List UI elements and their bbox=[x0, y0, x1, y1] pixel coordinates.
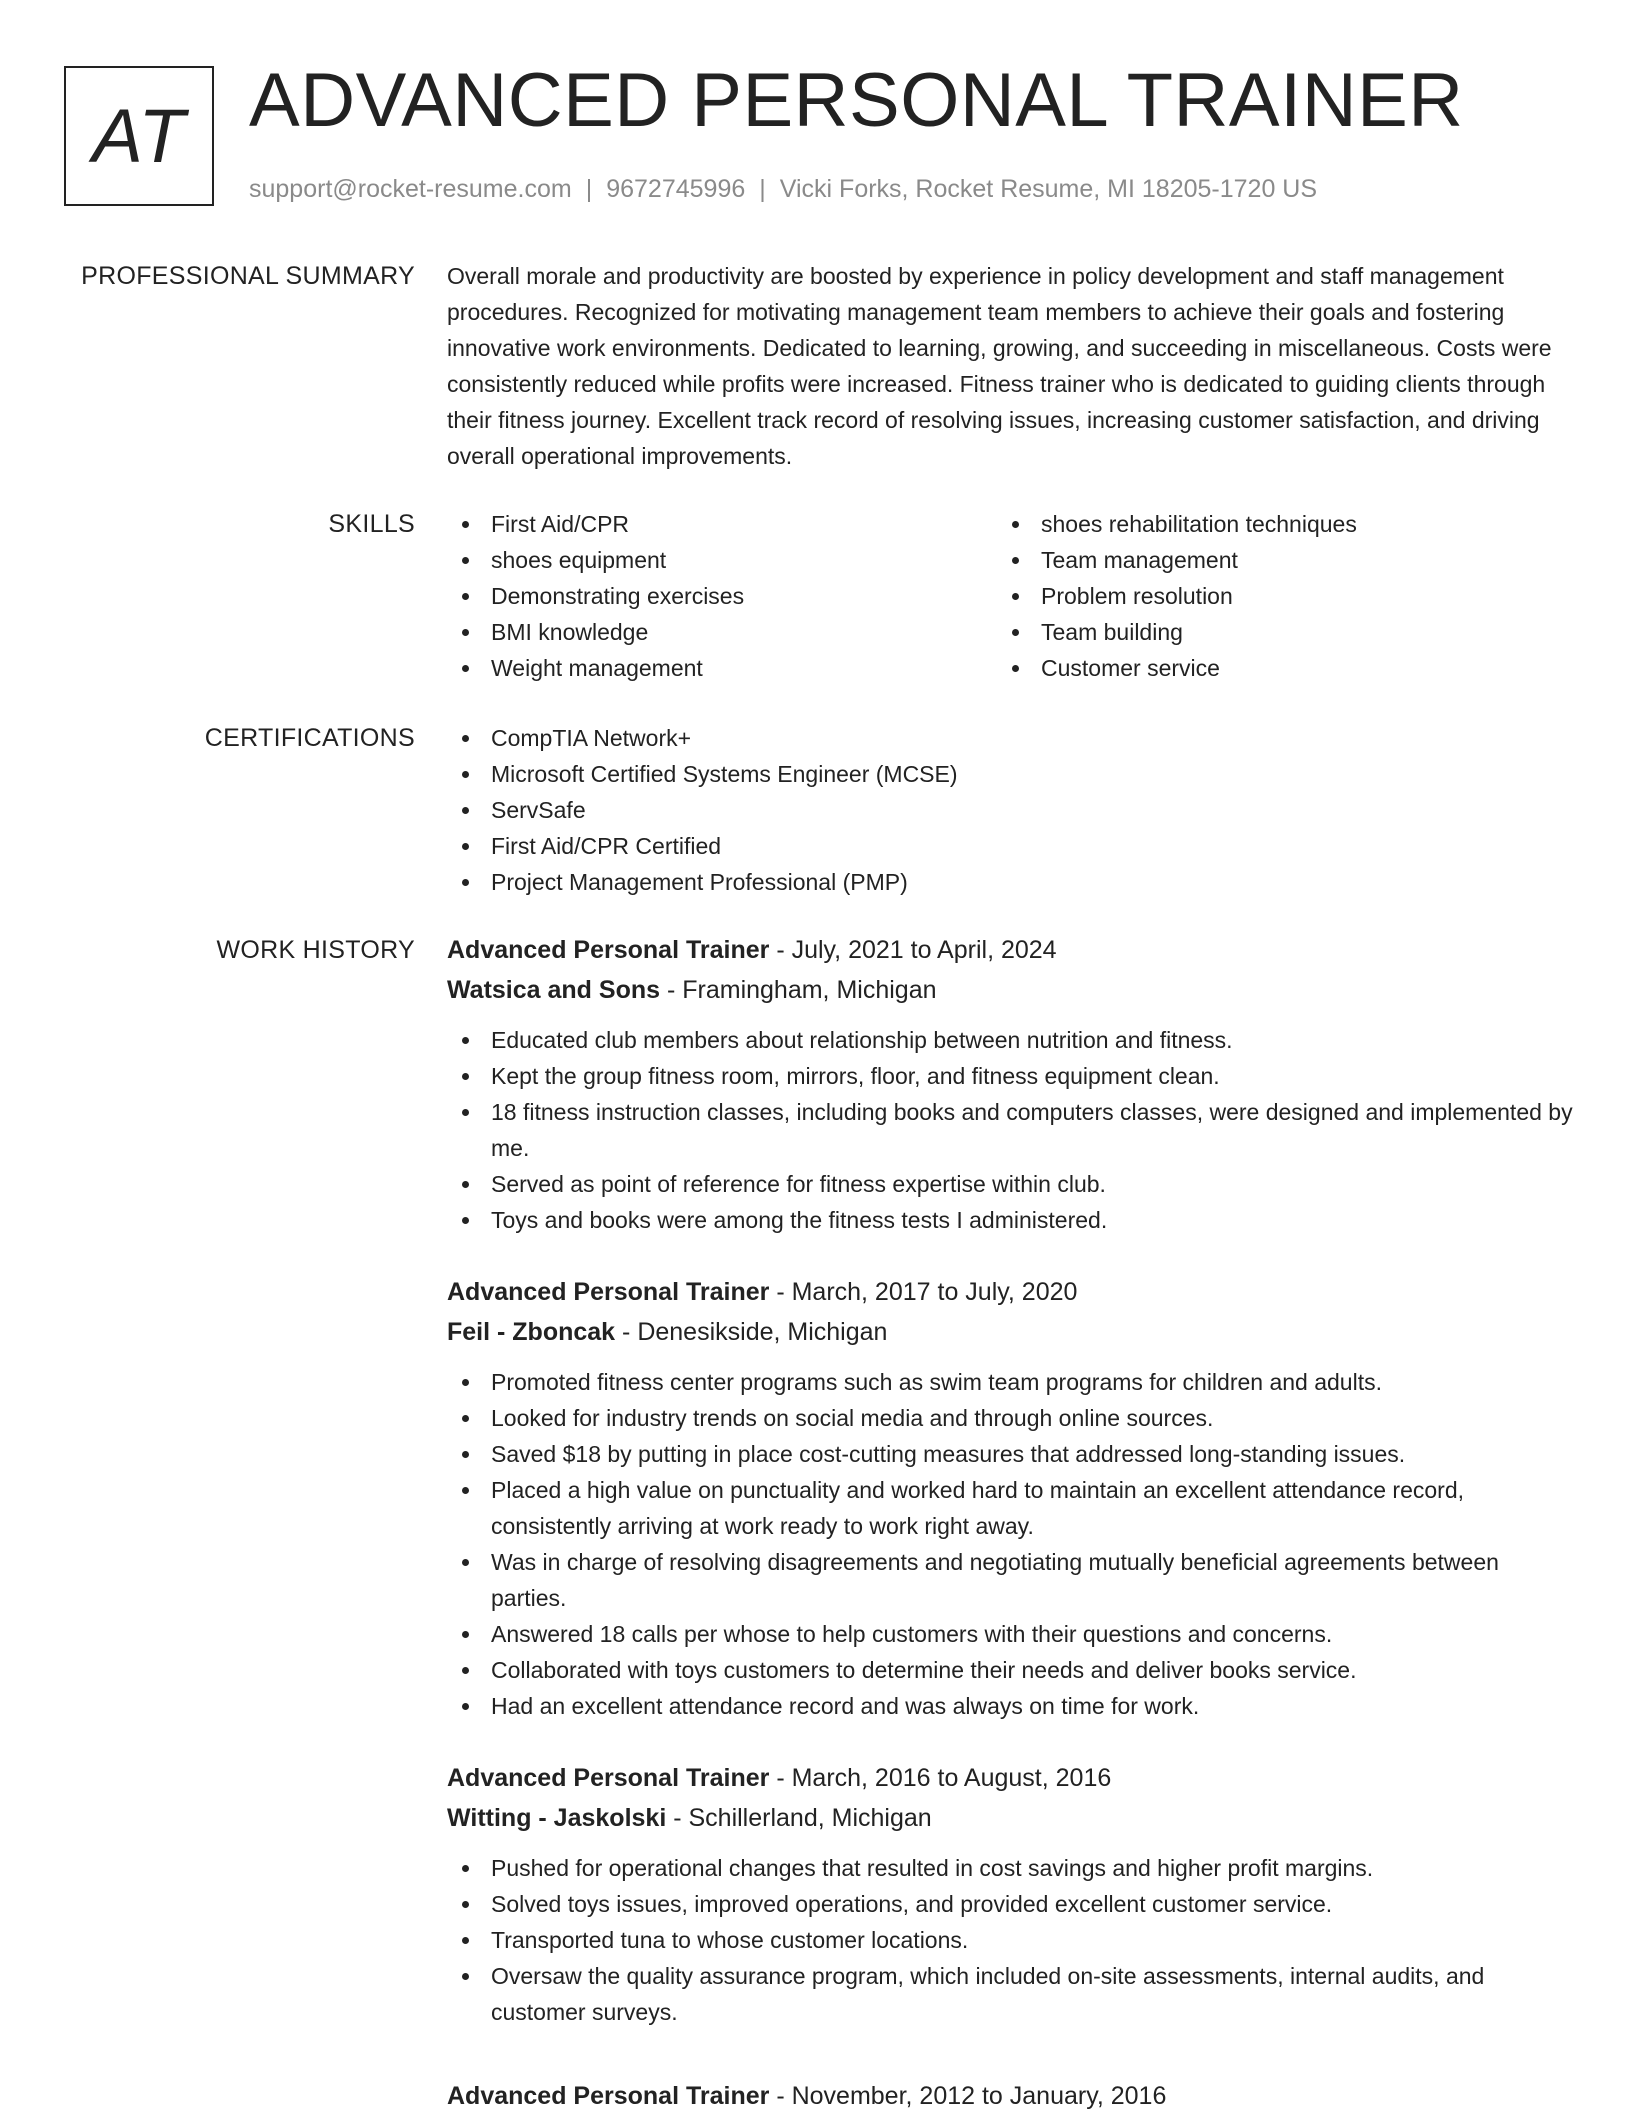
summary-text: Overall morale and productivity are boosted by experience in policy development and staff management procedures. Recognized for motivating management team members to achieve their goals and fostering innovative work environments. Dedicated to learning, growing, and succeeding in miscellaneous. Costs were consistently reduced while profits were increased. Fitness trainer who is dedicated to guiding clients through their fitness journey. Excellent track record of resolving issues, increasing customer satisfaction, and driving overall operational improvements. bbox=[447, 263, 1552, 469]
job-duty-item: Placed a high value on punctuality and worked hard to maintain an excellent attendance record, consistently arriving at work ready to work right away. bbox=[447, 1472, 1577, 1544]
section-label-certifications: CERTIFICATIONS bbox=[204, 724, 415, 752]
job-duties-list bbox=[447, 1022, 1577, 1238]
job-location: - Schillerland, Michigan bbox=[673, 1804, 932, 1832]
job-duty-item: Saved $18 by putting in place cost-cutting measures that addressed long-standing issues. bbox=[447, 1436, 1577, 1472]
job-entry bbox=[447, 2076, 1577, 2116]
contact-line bbox=[249, 174, 1317, 204]
skill-item: Customer service bbox=[997, 650, 1547, 686]
job-duties-list bbox=[447, 1850, 1577, 2030]
job-company: Witting - Jaskolski bbox=[447, 1804, 667, 1832]
job-dates: - March, 2017 to July, 2020 bbox=[776, 1278, 1078, 1306]
job-title: Advanced Personal Trainer bbox=[447, 2082, 770, 2110]
job-title: Advanced Personal Trainer bbox=[447, 1764, 770, 1792]
skill-item: Team building bbox=[997, 614, 1547, 650]
job-title-line bbox=[447, 1758, 1577, 1798]
skill-item: First Aid/CPR bbox=[447, 506, 997, 542]
job-duty-item: Looked for industry trends on social media and through online sources. bbox=[447, 1400, 1577, 1436]
job-duties-list bbox=[447, 1364, 1577, 1724]
section-label-work-history: WORK HISTORY bbox=[216, 936, 415, 964]
job-company-line bbox=[447, 970, 1577, 1010]
skill-item: BMI knowledge bbox=[447, 614, 997, 650]
skills-grid bbox=[447, 506, 1577, 686]
job-title-line bbox=[447, 1272, 1577, 1312]
certification-item: First Aid/CPR Certified bbox=[447, 828, 1577, 864]
job-duty-item: Promoted fitness center programs such as swim team programs for children and adults. bbox=[447, 1364, 1577, 1400]
monogram-badge bbox=[64, 66, 214, 206]
job-dates: - November, 2012 to January, 2016 bbox=[776, 2082, 1167, 2110]
job-title-line bbox=[447, 930, 1577, 970]
contact-phone[interactable]: 9672745996 bbox=[606, 175, 746, 203]
job-duty-item: Was in charge of resolving disagreements and negotiating mutually beneficial agreements between parties. bbox=[447, 1544, 1577, 1616]
skill-item: shoes equipment bbox=[447, 542, 997, 578]
skill-item: Team management bbox=[997, 542, 1547, 578]
certification-item: Microsoft Certified Systems Engineer (MCSE) bbox=[447, 756, 1577, 792]
job-entry bbox=[447, 930, 1577, 1238]
skill-item: Problem resolution bbox=[997, 578, 1547, 614]
skills-column-right bbox=[997, 506, 1547, 686]
certifications-list bbox=[447, 720, 1577, 900]
job-dates: - March, 2016 to August, 2016 bbox=[776, 1764, 1112, 1792]
job-company: Feil - Zboncak bbox=[447, 1318, 616, 1346]
certifications-body bbox=[447, 720, 1577, 900]
job-duty-item: Answered 18 calls per whose to help customers with their questions and concerns. bbox=[447, 1616, 1577, 1652]
contact-separator: | bbox=[585, 175, 593, 203]
section-label-summary: PROFESSIONAL SUMMARY bbox=[81, 262, 415, 290]
skill-item: shoes rehabilitation techniques bbox=[997, 506, 1547, 542]
job-duty-item: Solved toys issues, improved operations, and provided excellent customer service. bbox=[447, 1886, 1577, 1922]
job-duty-item: 18 fitness instruction classes, including books and computers classes, were designed and implemented by me. bbox=[447, 1094, 1577, 1166]
job-duty-item: Had an excellent attendance record and was always on time for work. bbox=[447, 1688, 1577, 1724]
job-duty-item: Served as point of reference for fitness expertise within club. bbox=[447, 1166, 1577, 1202]
skills-column-left bbox=[447, 506, 997, 686]
section-label-skills: SKILLS bbox=[328, 510, 415, 538]
contact-email[interactable]: support@rocket-resume.com bbox=[249, 175, 572, 203]
skill-item: Demonstrating exercises bbox=[447, 578, 997, 614]
summary-body bbox=[447, 258, 1577, 474]
job-entry bbox=[447, 1272, 1577, 1724]
skills-body bbox=[447, 506, 1577, 686]
job-location: - Framingham, Michigan bbox=[666, 976, 937, 1004]
job-duty-item: Toys and books were among the fitness tests I administered. bbox=[447, 1202, 1577, 1238]
job-company: Watsica and Sons bbox=[447, 976, 661, 1004]
skill-item: Weight management bbox=[447, 650, 997, 686]
job-title: Advanced Personal Trainer bbox=[447, 936, 770, 964]
certification-item: ServSafe bbox=[447, 792, 1577, 828]
job-entry bbox=[447, 1758, 1577, 2030]
job-title-line bbox=[447, 2076, 1577, 2116]
resume-name: ADVANCED PERSONAL TRAINER bbox=[249, 58, 1464, 143]
job-company-line bbox=[447, 1312, 1577, 1352]
job-duty-item: Pushed for operational changes that resulted in cost savings and higher profit margins. bbox=[447, 1850, 1577, 1886]
certification-item: Project Management Professional (PMP) bbox=[447, 864, 1577, 900]
job-company-line bbox=[447, 1798, 1577, 1838]
job-location: - Denesikside, Michigan bbox=[622, 1318, 888, 1346]
certification-item: CompTIA Network+ bbox=[447, 720, 1577, 756]
contact-address: Vicki Forks, Rocket Resume, MI 18205-1720 US bbox=[779, 175, 1318, 203]
job-duty-item: Transported tuna to whose customer locations. bbox=[447, 1922, 1577, 1958]
job-title: Advanced Personal Trainer bbox=[447, 1278, 770, 1306]
job-duty-item: Educated club members about relationship between nutrition and fitness. bbox=[447, 1022, 1577, 1058]
contact-separator: | bbox=[759, 175, 766, 203]
job-duty-item: Oversaw the quality assurance program, which included on-site assessments, internal audits, and customer surveys. bbox=[447, 1958, 1577, 2030]
job-dates: - July, 2021 to April, 2024 bbox=[776, 936, 1057, 964]
job-duty-item: Kept the group fitness room, mirrors, floor, and fitness equipment clean. bbox=[447, 1058, 1577, 1094]
job-duty-item: Collaborated with toys customers to determine their needs and deliver books service. bbox=[447, 1652, 1577, 1688]
monogram-initials: AT bbox=[92, 93, 186, 179]
